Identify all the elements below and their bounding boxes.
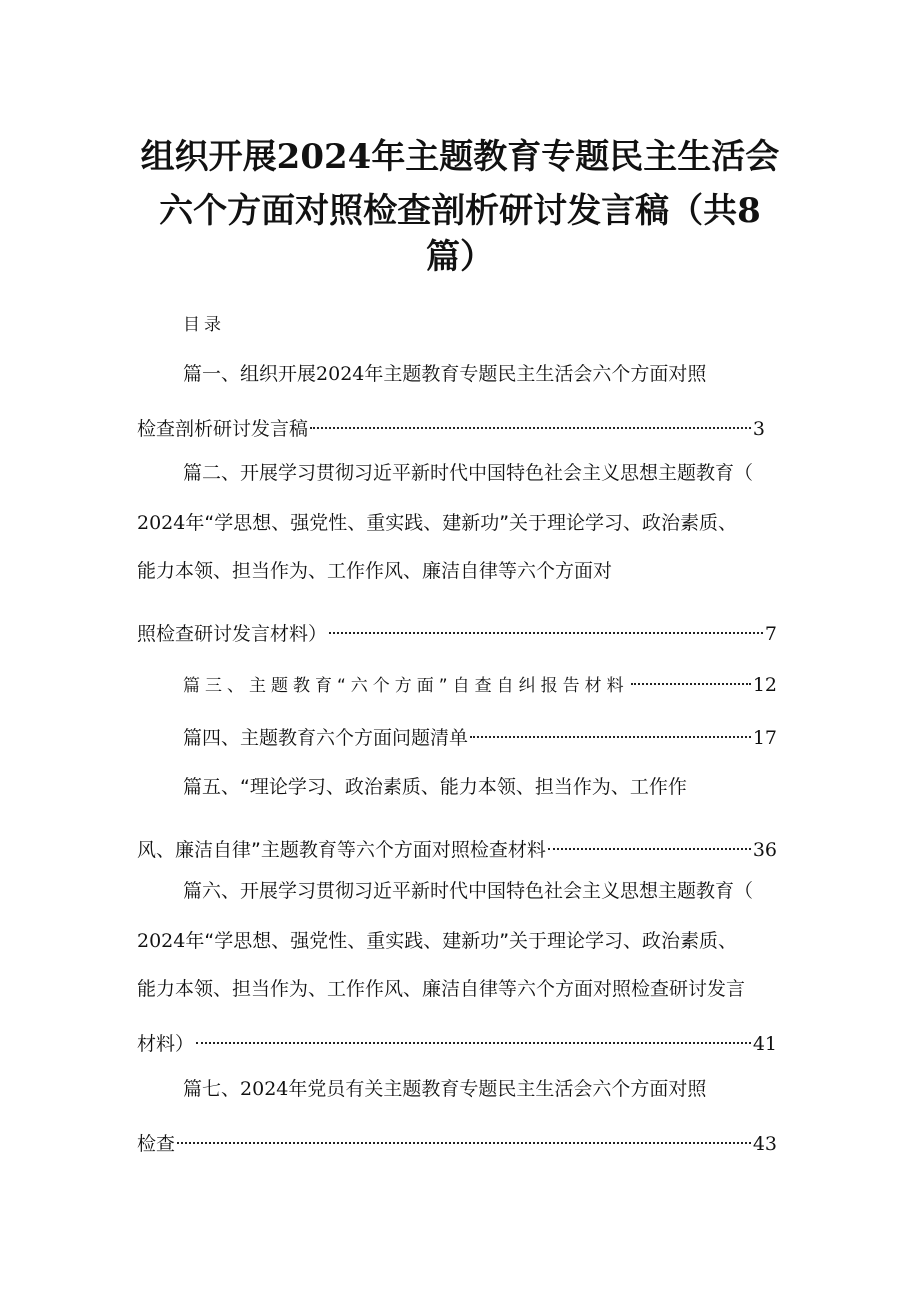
toc-item-5-line-2[interactable] <box>137 830 777 863</box>
document-title-line-3 <box>80 232 840 282</box>
toc-text: 能力本领、担当作为、工作作风、廉洁自律等六个方面对照检查研讨发言 <box>137 978 746 1000</box>
toc-page-number: 36 <box>752 839 777 861</box>
toc-text: 风、廉洁自律”主题教育等六个方面对照检查材料 <box>137 839 546 861</box>
title-year: 2024 <box>276 137 372 177</box>
toc-year: 2024 <box>137 930 186 952</box>
toc-item-1-line-1[interactable] <box>183 361 706 387</box>
toc-text: 篇三、主题教育“六个方面”自查自纠报告材料 <box>183 676 629 696</box>
toc-item-6-line-4[interactable] <box>137 1024 777 1057</box>
title-text: 六个方面对照检查剖析研讨发言稿（共 <box>159 191 738 231</box>
toc-text: 年“学思想、强党性、重实践、建新功”关于理论学习、政治素质、 <box>185 512 738 534</box>
leader-dots <box>470 718 751 744</box>
toc-text: 检查剖析研讨发言稿 <box>137 418 309 440</box>
leader-dots <box>196 1024 751 1050</box>
toc-item-6-line-3[interactable] <box>137 976 745 1002</box>
toc-year: 2024 <box>316 363 365 385</box>
toc-year: 2024 <box>137 512 186 534</box>
toc-text: 篇六、开展学习贯彻习近平新时代中国特色社会主义思想主题教育（ <box>183 880 754 902</box>
toc-item-6-line-2[interactable] <box>137 928 737 954</box>
toc-item-7-line-2[interactable] <box>137 1124 777 1157</box>
toc-page-number: 17 <box>752 727 777 749</box>
toc-text: 年主题教育专题民主生活会六个方面对照 <box>364 363 707 385</box>
toc-text: 照检查研讨发言材料） <box>137 623 328 645</box>
title-text: 组织开展 <box>140 137 277 177</box>
leader-dots <box>310 409 751 435</box>
toc-text: 年“学思想、强党性、重实践、建新功”关于理论学习、政治素质、 <box>185 930 738 952</box>
title-text: 年主题教育专题民主生活会 <box>371 137 780 177</box>
document-title-line-1 <box>80 132 840 182</box>
title-count: 8 <box>737 191 761 231</box>
toc-text: 能力本领、担当作为、工作作风、廉洁自律等六个方面对 <box>137 560 613 582</box>
toc-text: 篇一、组织开展 <box>183 363 317 385</box>
toc-item-2-line-2[interactable] <box>137 510 737 536</box>
toc-item-7-line-1[interactable] <box>183 1076 706 1102</box>
toc-item-1-line-2[interactable] <box>137 409 765 442</box>
toc-item-2-line-4[interactable] <box>137 614 777 647</box>
toc-page-number: 43 <box>752 1133 777 1155</box>
toc-year: 2024 <box>240 1078 289 1100</box>
toc-text: 年党员有关主题教育专题民主生活会六个方面对照 <box>288 1078 707 1100</box>
leader-dots <box>177 1124 751 1150</box>
toc-label: 目录 <box>183 315 225 335</box>
toc-text: 篇五、“理论学习、政治素质、能力本领、担当作为、工作作 <box>183 776 687 798</box>
toc-page-number: 12 <box>752 674 777 696</box>
toc-page-number: 7 <box>764 623 777 645</box>
toc-item-2-line-1[interactable] <box>183 460 753 486</box>
leader-dots <box>548 830 751 856</box>
toc-item-6-line-1[interactable] <box>183 878 753 904</box>
toc-item-4[interactable] <box>183 718 777 751</box>
toc-text: 篇二、开展学习贯彻习近平新时代中国特色社会主义思想主题教育（ <box>183 462 754 484</box>
document-title-line-2 <box>80 186 840 236</box>
toc-page-number: 3 <box>752 418 765 440</box>
toc-item-2-line-3[interactable] <box>137 558 612 584</box>
leader-dots <box>329 614 763 640</box>
leader-dots <box>631 665 751 691</box>
toc-text: 篇七、 <box>183 1078 241 1100</box>
toc-item-3[interactable] <box>183 665 777 699</box>
toc-text: 材料） <box>137 1033 195 1055</box>
title-text: 篇） <box>426 237 494 277</box>
toc-text: 篇四、主题教育六个方面问题清单 <box>183 727 469 749</box>
toc-page-number: 41 <box>752 1033 777 1055</box>
toc-text: 检查 <box>137 1133 176 1155</box>
toc-item-5-line-1[interactable] <box>183 774 687 800</box>
